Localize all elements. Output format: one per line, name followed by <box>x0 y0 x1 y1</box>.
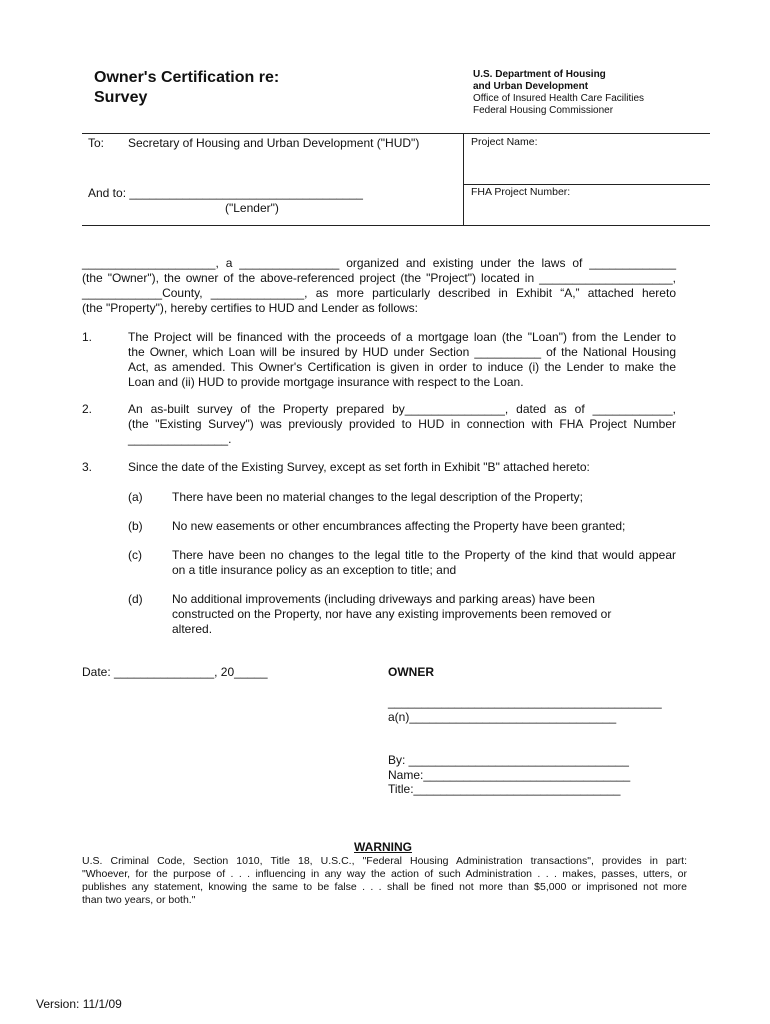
entity-type-field[interactable]: a(n)_______________________________ <box>388 710 617 724</box>
to-label: To: <box>88 136 105 150</box>
item-2-line: (the "Existing Survey") was previously provided to HUD in connection with FHA Project Number <box>128 417 676 431</box>
agency-line-4: Federal Housing Commissioner <box>473 105 614 116</box>
agency-line-2: and Urban Development <box>473 81 589 92</box>
box-top-rule <box>82 133 710 134</box>
item-2-text <box>128 402 676 447</box>
subitem-b-label: (b) <box>128 519 143 533</box>
subitem-d-line: No additional improvements (including driveways and parking areas) have been <box>172 592 595 606</box>
item-2-line: _______________. <box>128 432 232 446</box>
subitem-a-label: (a) <box>128 490 143 504</box>
intro-line-2: (the "Owner"), the owner of the above-referenced project (the "Project") located in ____________________, <box>82 271 676 285</box>
intro-paragraph <box>82 256 676 316</box>
subitem-d-label: (d) <box>128 592 143 606</box>
intro-line-1: ____________________, a _______________ organized and existing under the laws of _____________ <box>82 256 676 270</box>
warning-line: publishes any statement, knowing the same to be false . . . shall be fined not more than $5,000 or imprisoned not more <box>82 881 687 893</box>
version-label: Version: 11/1/09 <box>36 997 122 1011</box>
intro-line-3: ____________County, ______________, as more particularly described in Exhibit “A,” attached hereto <box>82 286 676 300</box>
and-to-field[interactable]: And to: ___________________________________ <box>88 186 363 200</box>
title-field[interactable]: Title:_______________________________ <box>388 782 621 796</box>
title-line-2: Survey <box>94 89 148 106</box>
item-3-text: Since the date of the Existing Survey, except as set forth in Exhibit "B" attached hereto: <box>128 460 590 474</box>
subitem-d-line: constructed on the Property, nor have any existing improvements been removed or <box>172 607 612 621</box>
item-3-number: 3. <box>82 460 93 474</box>
item-1-number: 1. <box>82 330 93 344</box>
item-1-line: the Owner, which Loan will be insured by HUD under Section __________ of the National Housing <box>128 345 676 359</box>
warning-line: "Whoever, for the purpose of . . . influencing in any way the action of such Administration . . . makes, passes, utters, or <box>82 868 687 880</box>
subitem-c-text <box>172 548 676 578</box>
subitem-c-line: There have been no changes to the legal title to the Property of the kind that would appear <box>172 548 676 562</box>
warning-heading: WARNING <box>354 840 412 854</box>
warning-line: U.S. Criminal Code, Section 1010, Title 18, U.S.C., "Federal Housing Administration transactions", provides in part: <box>82 855 687 867</box>
warning-line: than two years, or both." <box>82 894 196 906</box>
agency-line-3: Office of Insured Health Care Facilities <box>473 93 645 104</box>
agency-line-1: U.S. Department of Housing <box>473 69 606 80</box>
title-line-1: Owner's Certification re: <box>94 69 280 86</box>
project-name-field[interactable]: Project Name: <box>471 136 538 148</box>
subitem-d-line: altered. <box>172 622 213 636</box>
box-middle-rule <box>463 184 710 185</box>
item-1-text <box>128 330 676 390</box>
lender-label: ("Lender") <box>225 201 279 215</box>
warning-text <box>82 855 687 907</box>
item-2-line: An as-built survey of the Property prepared by_______________, dated as of ____________, <box>128 402 676 416</box>
document-title <box>94 68 279 108</box>
subitem-a-text: There have been no material changes to the legal description of the Property; <box>172 490 583 504</box>
item-2-number: 2. <box>82 402 93 416</box>
item-1-line: The Project will be financed with the proceeds of a mortgage loan (the "Loan") from the Lender to <box>128 330 676 344</box>
owner-label: OWNER <box>388 665 434 679</box>
box-bottom-rule <box>82 225 710 226</box>
subitem-c-label: (c) <box>128 548 142 562</box>
subitem-c-line: on a title insurance policy as an exception to title; and <box>172 563 457 577</box>
subitem-d-text <box>172 592 642 637</box>
box-divider <box>463 133 464 226</box>
agency-block <box>473 69 644 117</box>
by-field[interactable]: By: _________________________________ <box>388 753 629 767</box>
item-1-line: Loan and (ii) HUD to provide mortgage insurance with respect to the Loan. <box>128 375 524 389</box>
subitem-b-text: No new easements or other encumbrances affecting the Property have been granted; <box>172 519 626 533</box>
date-field[interactable]: Date: _______________, 20_____ <box>82 665 268 679</box>
intro-line-4: (the "Property"), hereby certifies to HUD and Lender as follows: <box>82 301 418 315</box>
name-field[interactable]: Name:_______________________________ <box>388 768 631 782</box>
owner-signature-line[interactable]: _________________________________________ <box>388 695 662 709</box>
fha-number-field[interactable]: FHA Project Number: <box>471 186 571 198</box>
to-value: Secretary of Housing and Urban Development ("HUD") <box>128 136 420 150</box>
item-1-line: Act, as amended. This Owner's Certification is given in order to induce (i) the Lender to make the <box>128 360 676 374</box>
